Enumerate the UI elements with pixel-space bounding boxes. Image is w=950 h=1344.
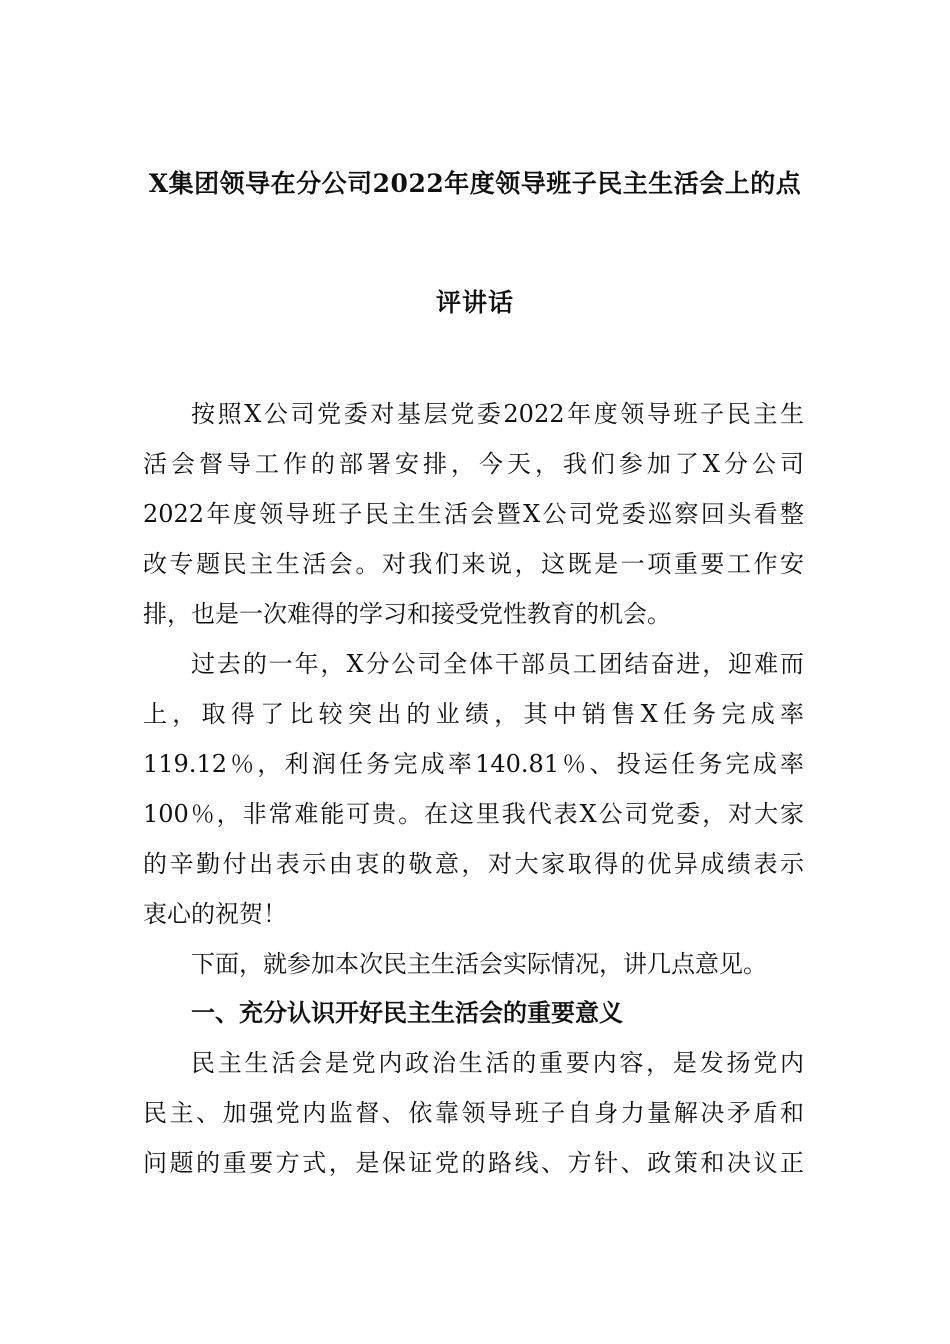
paragraph-2-line-4: 100％，非常难能可贵。在这里我代表X公司党委，对大家 <box>143 800 804 828</box>
paragraph-3-line-1: 下面，就参加本次民主生活会实际情况，讲几点意见。 <box>191 950 767 978</box>
section-heading-1: 一、充分认识开好民主生活会的重要意义 <box>191 998 623 1027</box>
paragraph-4-line-1: 民主生活会是党内政治生活的重要内容，是发扬党内 <box>191 1049 804 1077</box>
paragraph-2-line-6: 衷心的祝贺！ <box>143 900 287 928</box>
paragraph-2-line-5: 的辛勤付出表示由衷的敬意，对大家取得的优异成绩表示 <box>143 850 804 878</box>
paragraph-4-line-2: 民主、加强党内监督、依靠领导班子自身力量解决矛盾和 <box>143 1099 804 1127</box>
paragraph-1-line-5: 排，也是一次难得的学习和接受党性教育的机会。 <box>143 600 671 628</box>
document-title-line-1: X集团领导在分公司2022年度领导班子民主生活会上的点 <box>148 169 802 198</box>
paragraph-1-line-4: 改专题民主生活会。对我们来说，这既是一项重要工作安 <box>143 550 804 578</box>
paragraph-2-line-3: 119.12％，利润任务完成率140.81％、投运任务完成率 <box>143 750 804 778</box>
paragraph-2-line-1: 过去的一年，X分公司全体干部员工团结奋进，迎难而 <box>191 650 804 678</box>
paragraph-4-line-3: 问题的重要方式，是保证党的路线、方针、政策和决议正 <box>143 1149 804 1177</box>
document-title-line-2: 评讲话 <box>435 288 514 317</box>
paragraph-1-line-1: 按照X公司党委对基层党委2022年度领导班子民主生 <box>191 400 804 428</box>
paragraph-1-line-2: 活会督导工作的部署安排，今天，我们参加了X分公司 <box>143 450 804 478</box>
paragraph-1-line-3: 2022年度领导班子民主生活会暨X公司党委巡察回头看整 <box>143 500 804 528</box>
paragraph-2-line-2: 上，取得了比较突出的业绩，其中销售X任务完成率 <box>143 700 804 728</box>
